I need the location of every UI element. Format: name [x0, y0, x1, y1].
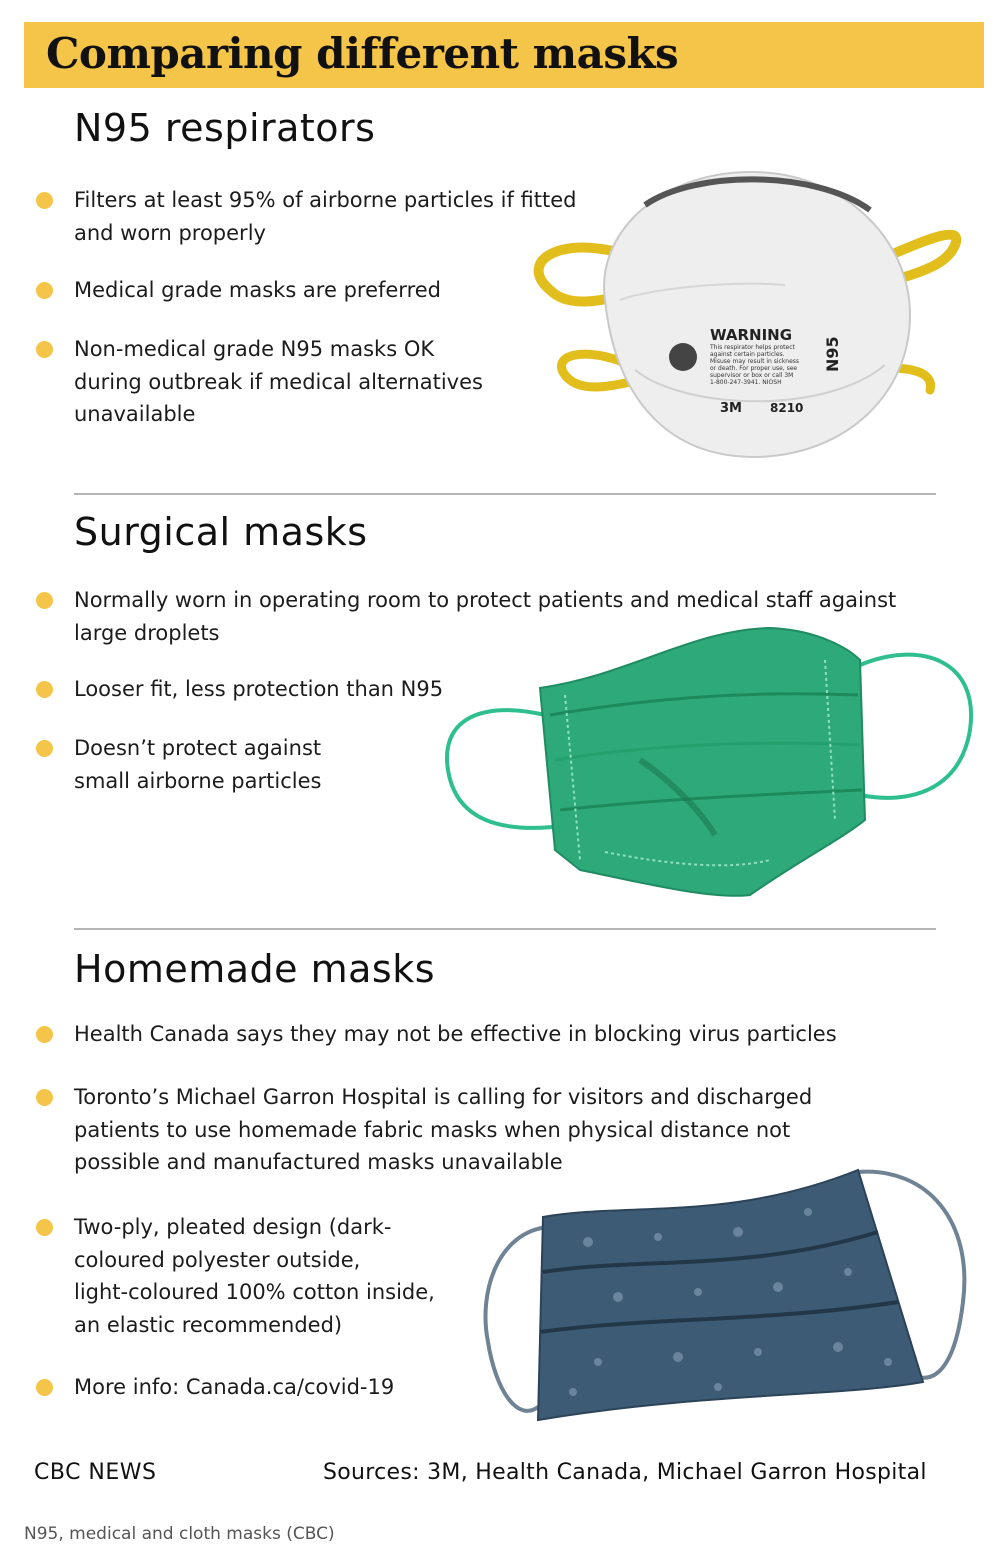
- list-item: Non-medical grade N95 masks OK during outbreak if medical alternatives unavailable: [74, 337, 483, 426]
- list-item: Normally worn in operating room to protect patients and medical staff against large droplets: [74, 588, 897, 645]
- section-title-homemade: Homemade masks: [74, 947, 436, 991]
- list-item: Doesn’t protect against small airborne particles: [74, 736, 322, 793]
- homemade-mask-illustration: [478, 1162, 973, 1432]
- mask-warning-line: This respirator helps protect: [710, 344, 795, 351]
- surgical-mask-illustration: [440, 620, 980, 910]
- list-item: Filters at least 95% of airborne particles if fitted and worn properly: [74, 188, 577, 245]
- mask-brand-label: 3M: [720, 401, 742, 416]
- mask-model-label: 8210: [770, 401, 804, 415]
- bullet-icon: [36, 192, 53, 209]
- mask-warning-label: WARNING: [710, 326, 793, 344]
- bullet-icon: [36, 740, 53, 757]
- list-item: Toronto’s Michael Garron Hospital is calling for visitors and discharged patients to use homemade fabric masks when physical distance not possible and manufactured masks unavailable: [74, 1085, 813, 1174]
- mask-rating-label: N95: [823, 336, 842, 372]
- section-title-n95: N95 respirators: [74, 106, 376, 150]
- bullet-icon: [36, 282, 53, 299]
- mask-warning-line: 1-800-247-3941. NIOSH: [710, 379, 782, 386]
- page-title: Comparing different masks: [46, 29, 679, 78]
- bullet-icon: [36, 1379, 53, 1396]
- bullet-icon: [36, 1219, 53, 1236]
- footer-sources: Sources: 3M, Health Canada, Michael Garron Hospital: [323, 1460, 927, 1485]
- image-caption: N95, medical and cloth masks (CBC): [24, 1524, 335, 1544]
- mask-warning-line: Misuse may result in sickness: [710, 358, 800, 365]
- section-divider: [74, 493, 936, 495]
- bullet-icon: [36, 341, 53, 358]
- mask-warning-line: against certain particles.: [710, 351, 785, 358]
- section-title-surgical: Surgical masks: [74, 510, 368, 554]
- n95-respirator-illustration: [525, 150, 970, 465]
- list-item: Two-ply, pleated design (dark- coloured polyester outside, light-coloured 100% cotton inside, an elastic recommended): [74, 1215, 435, 1337]
- bullet-icon: [36, 1026, 53, 1043]
- section-divider: [74, 928, 936, 930]
- footer-brand: CBC NEWS: [34, 1460, 157, 1485]
- list-item: Looser fit, less protection than N95: [74, 677, 444, 701]
- bullet-icon: [36, 1089, 53, 1106]
- mask-warning-line: or death. For proper use, see: [710, 365, 798, 372]
- bullet-icon: [36, 681, 53, 698]
- list-item: More info: Canada.ca/covid-19: [74, 1375, 395, 1399]
- title-banner: [24, 22, 984, 88]
- mask-warning-line: supervisor or box or call 3M: [710, 372, 794, 379]
- bullet-icon: [36, 592, 53, 609]
- list-item: Medical grade masks are preferred: [74, 278, 441, 302]
- list-item: Health Canada says they may not be effective in blocking virus particles: [74, 1022, 837, 1046]
